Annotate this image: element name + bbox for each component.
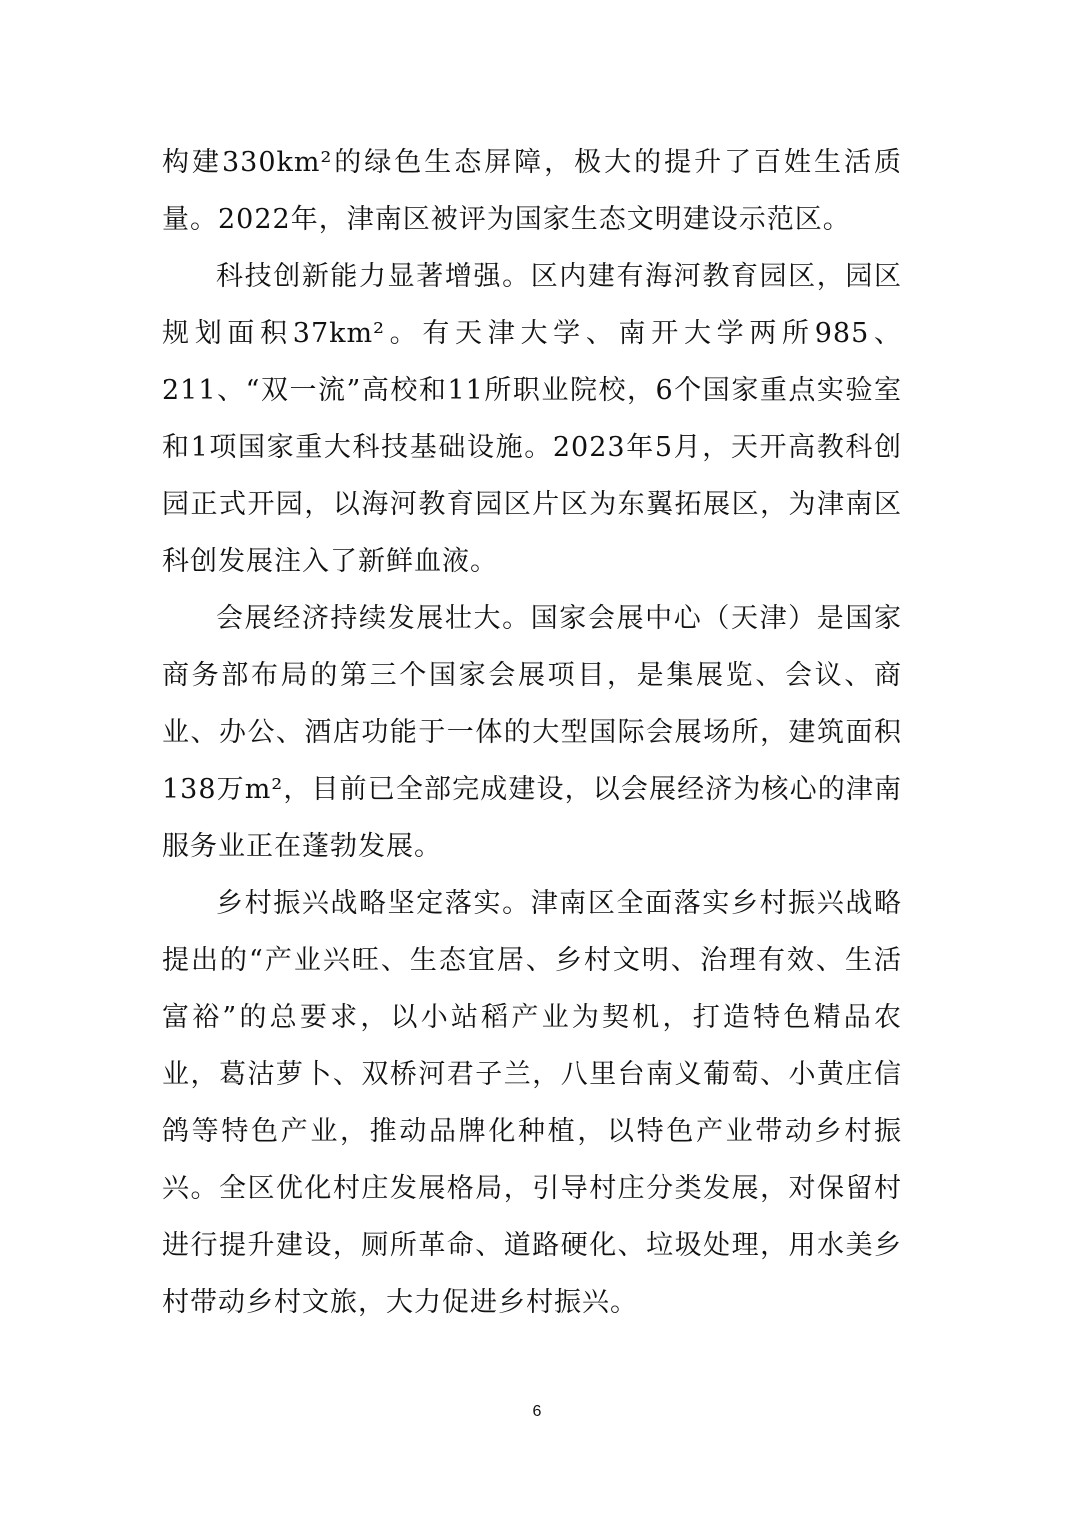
paragraph-exhibition-economy: 会展经济持续发展壮大。国家会展中心（天津）是国家商务部布局的第三个国家会展项目，是集展览、会议、商业、办公、酒店功能于一体的大型国际会展场所，建筑面积138万m²，目前已全部完成建设，以会展经济为核心的津南服务业正在蓬勃发展。 [162,603,902,862]
paragraph-ecology-continued: 构建330km²的绿色生态屏障，极大的提升了百姓生活质量。2022年，津南区被评为国家生态文明建设示范区。 [162,147,902,235]
paragraph-rural-revitalization: 乡村振兴战略坚定落实。津南区全面落实乡村振兴战略提出的“产业兴旺、生态宜居、乡村文明、治理有效、生活富裕”的总要求，以小站稻产业为契机，打造特色精品农业，葛沽萝卜、双桥河君子兰，八里台南义葡萄、小黄庄信鸽等特色产业，推动品牌化种植，以特色产业带动乡村振兴。全区优化村庄发展格局，引导村庄分类发展，对保留村进行提升建设，厕所革命、道路硬化、垃圾处理，用水美乡村带动乡村文旅，大力促进乡村振兴。 [162,888,902,1318]
paragraph-tech-innovation: 科技创新能力显著增强。区内建有海河教育园区，园区规划面积37km²。有天津大学、南开大学两所985、211、“双一流”高校和11所职业院校，6个国家重点实验室和1项国家重大科技基础设施。2023年5月，天开高教科创园正式开园，以海河教育园区片区为东翼拓展区，为津南区科创发展注入了新鲜血液。 [162,261,902,577]
page-number: 6 [532,1403,542,1420]
body-text [162,134,902,1331]
